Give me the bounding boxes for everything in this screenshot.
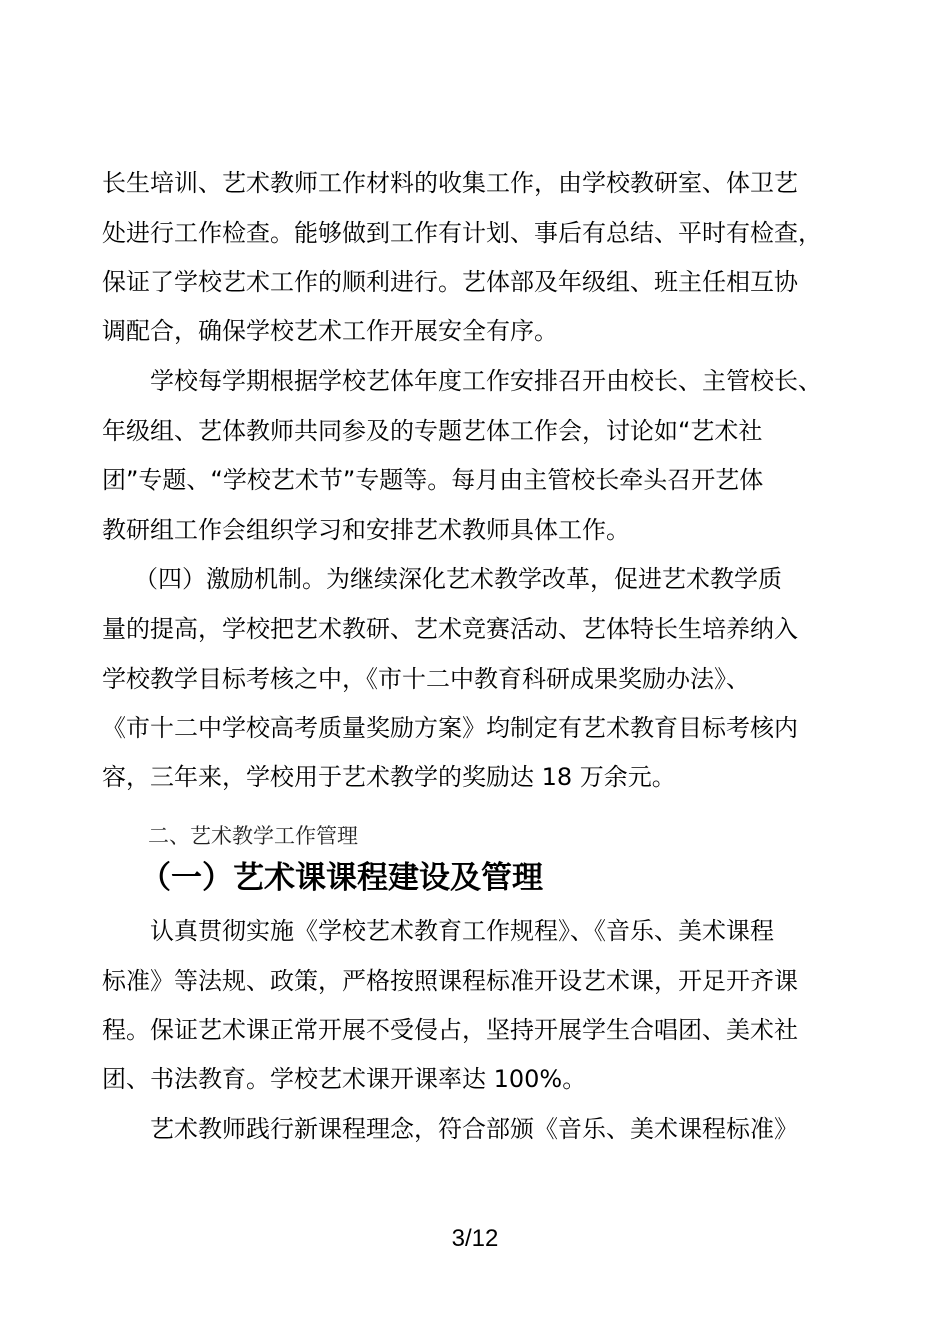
body-text-line: 量的提高，学校把艺术教研、艺术竞赛活动、艺体特长生培养纳入: [102, 615, 798, 643]
body-text-line: 《市十二中学校高考质量奖励方案》均制定有艺术教育目标考核内: [102, 714, 798, 742]
body-text-line: 教研组工作会组织学习和安排艺术教师具体工作。: [102, 516, 630, 544]
body-text-line: 标准》等法规、政策，严格按照课程标准开设艺术课，开足开齐课: [102, 967, 798, 995]
body-text-line: 长生培训、艺术教师工作材料的收集工作，由学校教研室、体卫艺: [102, 169, 798, 197]
body-text-line: 容，三年来，学校用于艺术教学的奖励达 18 万余元。: [102, 763, 676, 791]
body-text-line: 年级组、艺体教师共同参及的专题艺体工作会，讨论如“艺术社: [102, 417, 763, 445]
body-text-line: 艺术教师践行新课程理念，符合部颁《音乐、美术课程标准》: [150, 1115, 798, 1143]
subsection-heading: （一）艺术课课程建设及管理: [140, 860, 543, 896]
body-text-line: 处进行工作检查。能够做到工作有计划、事后有总结、平时有检查，: [102, 219, 822, 247]
body-text-line: 团、书法教育。学校艺术课开课率达 100%。: [102, 1065, 587, 1093]
body-text-line: 学校教学目标考核之中，《市十二中教育科研成果奖励办法》、: [102, 665, 750, 693]
body-text-line: 团”专题、“学校艺术节”专题等。每月由主管校长牵头召开艺体: [102, 466, 764, 494]
body-text-line: （四）激励机制。为继续深化艺术教学改革，促进艺术教学质: [134, 565, 782, 593]
body-text-line: 保证了学校艺术工作的顺利进行。艺体部及年级组、班主任相互协: [102, 268, 798, 296]
section-heading: 二、艺术教学工作管理: [148, 824, 358, 848]
body-text-line: 程。保证艺术课正常开展不受侵占，坚持开展学生合唱团、美术社: [102, 1016, 798, 1044]
page-number: 3/12: [451, 1225, 499, 1252]
body-text-line: 调配合，确保学校艺术工作开展安全有序。: [102, 317, 558, 345]
body-text-line: 学校每学期根据学校艺体年度工作安排召开由校长、主管校长、: [150, 367, 822, 395]
body-text-line: 认真贯彻实施《学校艺术教育工作规程》、《音乐、美术课程: [150, 917, 774, 945]
